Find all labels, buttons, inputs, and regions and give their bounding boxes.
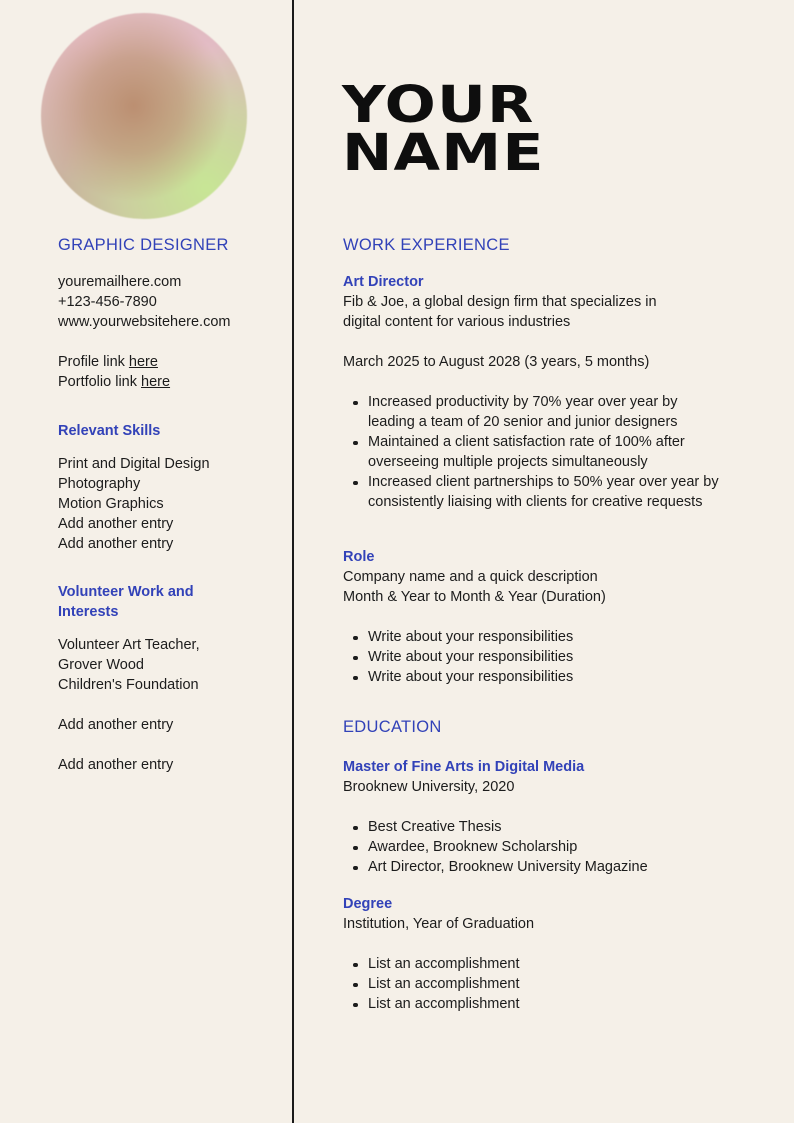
list-item: Write about your responsibilities (343, 647, 763, 667)
education-section-header (343, 717, 763, 737)
website-text: www.yourwebsitehere.com (58, 314, 231, 330)
education-bullets (343, 954, 763, 1014)
contact-block (58, 272, 283, 332)
profile-link-line (58, 352, 283, 372)
skill-item: Print and Digital Design (58, 456, 210, 472)
volunteer-entry (58, 635, 283, 695)
column-divider (292, 0, 294, 1123)
avatar (41, 13, 247, 219)
education-entry (343, 894, 763, 1014)
list-item: Best Creative Thesis (343, 817, 763, 837)
education-title: EDUCATION (343, 718, 442, 736)
list-item: Art Director, Brooknew University Magazine (343, 857, 763, 877)
job-entry (343, 547, 763, 687)
volunteer-title-line-2: Interests (58, 604, 119, 620)
list-item: Maintained a client satisfaction rate of 100% after overseeing multiple projects simultaneously (343, 432, 723, 472)
job-company: Fib & Joe, a global design firm that specializes in (343, 294, 657, 310)
page-title (342, 76, 545, 183)
name-line-1: YOUR (342, 76, 535, 135)
skill-item: Photography (58, 476, 141, 492)
education-institution: Institution, Year of Graduation (343, 916, 535, 932)
education-degree: Master of Fine Arts in Digital Media (343, 759, 585, 775)
list-item: List an accomplishment (343, 974, 763, 994)
job-role: Role (343, 549, 375, 565)
skill-item: Add another entry (58, 516, 174, 532)
portfolio-link[interactable]: here (141, 374, 171, 390)
skills-title: Relevant Skills (58, 423, 161, 439)
list-item: Write about your responsibilities (343, 627, 763, 647)
job-entry (343, 272, 763, 512)
profile-link[interactable]: here (128, 354, 158, 370)
job-duration: Month & Year to Month & Year (Duration) (343, 589, 606, 605)
job-company: digital content for various industries (343, 314, 571, 330)
experience-title: WORK EXPERIENCE (343, 236, 510, 254)
phone-text: +123-456-7890 (58, 294, 157, 310)
education-institution: Brooknew University, 2020 (343, 779, 515, 795)
list-item: Increased client partnerships to 50% year over year by consistently liaising with clients for creative requests (343, 472, 723, 512)
job-company: Company name and a quick description (343, 569, 598, 585)
job-bullets (343, 392, 723, 512)
skill-item: Add another entry (58, 536, 174, 552)
education-bullets (343, 817, 763, 877)
education-degree: Degree (343, 896, 393, 912)
volunteer-entry: Add another entry (58, 757, 174, 773)
links-block (58, 352, 283, 392)
volunteer-entry-line: Volunteer Art Teacher, (58, 637, 200, 653)
education-entry (343, 757, 763, 877)
list-item: Write about your responsibilities (343, 667, 763, 687)
volunteer-entry: Add another entry (58, 717, 174, 733)
list-item: List an accomplishment (343, 954, 763, 974)
list-item: List an accomplishment (343, 994, 763, 1014)
role-title-block (58, 235, 283, 255)
list-item: Awardee, Brooknew Scholarship (343, 837, 763, 857)
portfolio-link-line (58, 372, 283, 392)
profile-link-label: Profile link (58, 354, 125, 370)
skill-item: Motion Graphics (58, 496, 164, 512)
name-line-2: NAME (342, 124, 545, 183)
job-role: Art Director (343, 274, 424, 290)
email-text: youremailhere.com (58, 274, 182, 290)
experience-section-header (343, 235, 763, 255)
role-title: GRAPHIC DESIGNER (58, 236, 229, 254)
portfolio-link-label: Portfolio link (58, 374, 137, 390)
volunteer-entry-line: Grover Wood (58, 657, 144, 673)
volunteer-entry-line: Children's Foundation (58, 677, 199, 693)
skills-block (58, 421, 283, 554)
list-item: Increased productivity by 70% year over year by leading a team of 20 senior and junior designers (343, 392, 723, 432)
job-duration: March 2025 to August 2028 (3 years, 5 months) (343, 354, 650, 370)
skills-list (58, 454, 283, 554)
volunteer-block (58, 582, 283, 775)
volunteer-title-line-1: Volunteer Work and (58, 584, 194, 600)
job-bullets (343, 627, 763, 687)
